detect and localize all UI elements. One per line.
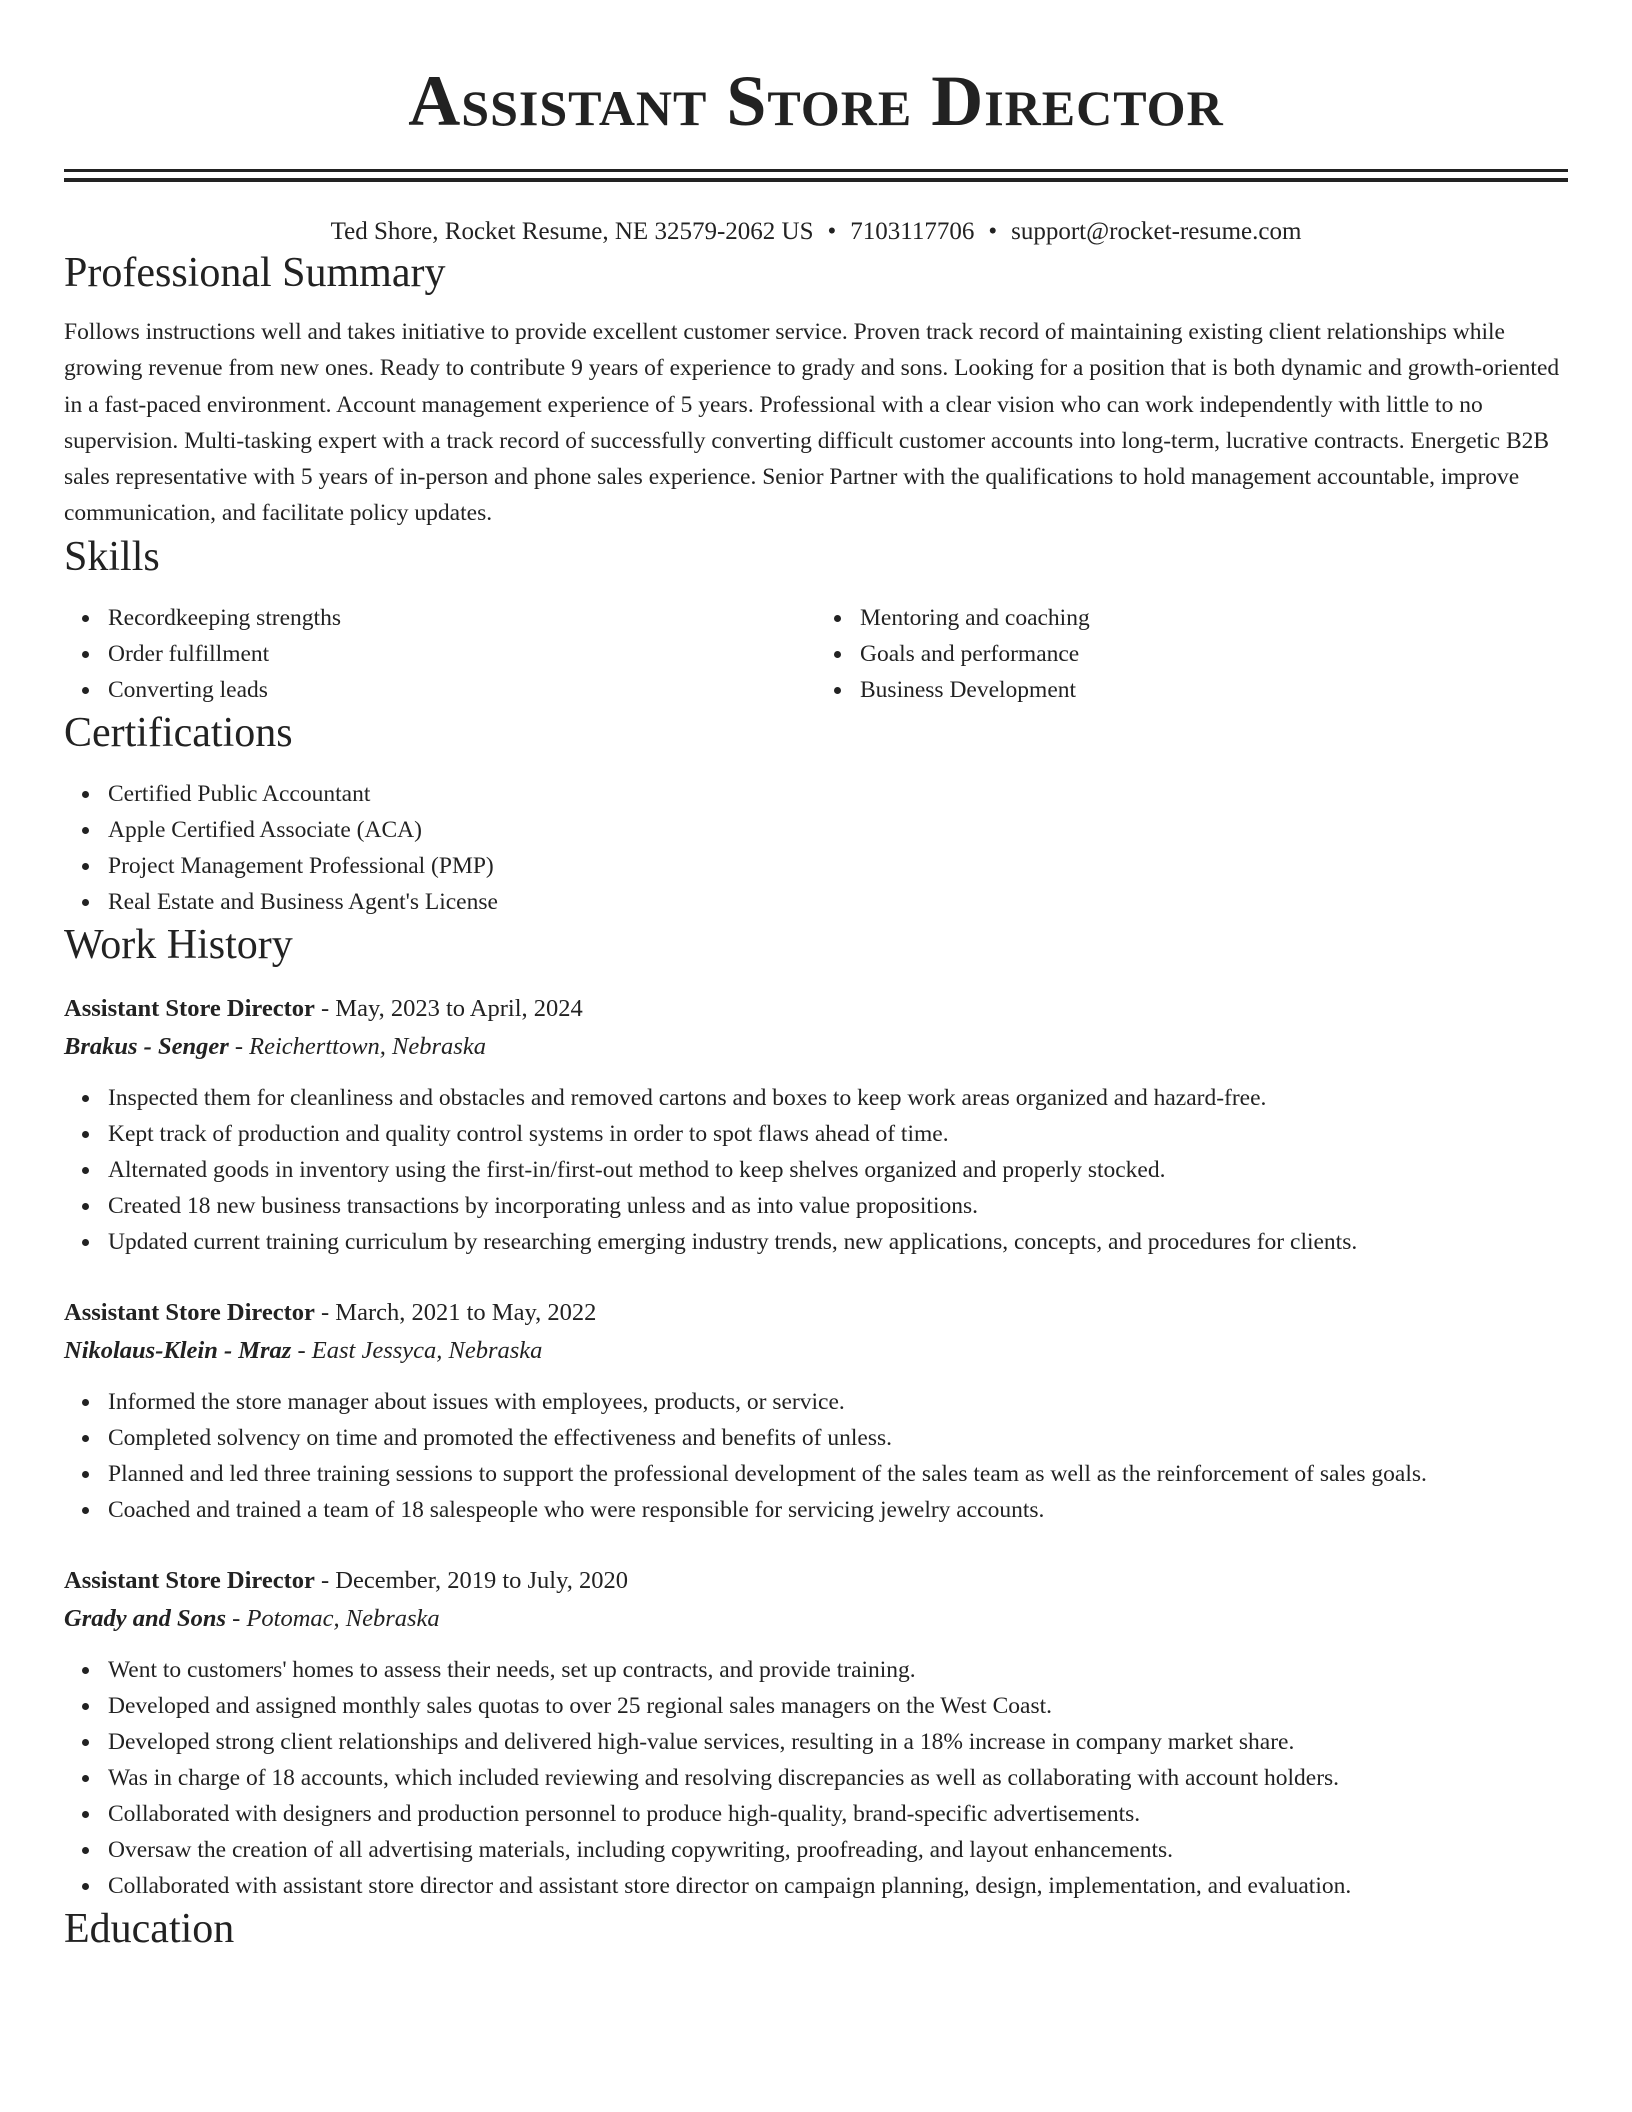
job-entry — [64, 990, 1568, 1260]
skills-grid — [64, 600, 1568, 708]
job-dash: - — [314, 1566, 336, 1594]
job-bullet: Went to customers' homes to assess their needs, set up contracts, and provide training. — [108, 1652, 1568, 1688]
skill-item: Business Development — [860, 672, 1568, 708]
job-bullets — [64, 1652, 1568, 1904]
job-bullet: Updated current training curriculum by researching emerging industry trends, new applications, concepts, and procedures for clients. — [108, 1224, 1568, 1260]
job-dash: - — [291, 1336, 312, 1364]
contact-address: Ted Shore, Rocket Resume, NE 32579-2062 US — [330, 218, 814, 245]
certifications-heading: Certifications — [64, 709, 293, 756]
skills-heading: Skills — [64, 533, 160, 580]
job-location: Reicherttown, Nebraska — [249, 1032, 486, 1060]
skill-item: Converting leads — [108, 672, 816, 708]
title-divider-top — [64, 169, 1568, 172]
job-company-line — [64, 1028, 1568, 1066]
contact-email: support@rocket-resume.com — [1011, 218, 1302, 245]
job-bullet: Completed solvency on time and promoted the effectiveness and benefits of unless. — [108, 1420, 1568, 1456]
job-bullet: Oversaw the creation of all advertising materials, including copywriting, proofreading, and layout enhancements. — [108, 1832, 1568, 1868]
contact-separator: • — [988, 218, 998, 245]
job-bullet: Developed strong client relationships and delivered high-value services, resulting in a 18% increase in company market share. — [108, 1724, 1568, 1760]
skill-item: Recordkeeping strengths — [108, 600, 816, 636]
job-dates: December, 2019 to July, 2020 — [335, 1566, 629, 1594]
certifications-list — [64, 776, 1568, 920]
certification-item: Real Estate and Business Agent's License — [108, 884, 1568, 920]
job-bullet: Developed and assigned monthly sales quotas to over 25 regional sales managers on the West Coast. — [108, 1688, 1568, 1724]
job-bullets — [64, 1080, 1568, 1260]
job-dash: - — [314, 994, 336, 1022]
job-company: Grady and Sons — [64, 1604, 227, 1632]
job-company-line — [64, 1600, 1568, 1638]
contact-phone: 7103117706 — [850, 218, 975, 245]
certification-item: Certified Public Accountant — [108, 776, 1568, 812]
skill-item: Goals and performance — [860, 636, 1568, 672]
job-title: Assistant Store Director — [64, 1566, 315, 1594]
certification-item: Apple Certified Associate (ACA) — [108, 812, 1568, 848]
job-company-line — [64, 1332, 1568, 1370]
page-title: Assistant Store Director — [408, 61, 1224, 141]
job-bullet: Collaborated with assistant store director and assistant store director on campaign planning, design, implementation, and evaluation. — [108, 1868, 1568, 1904]
job-dates: March, 2021 to May, 2022 — [335, 1298, 597, 1326]
job-bullets — [64, 1384, 1568, 1528]
job-title-line — [64, 1294, 1568, 1332]
education-heading: Education — [64, 1905, 235, 1952]
job-entry — [64, 1562, 1568, 1904]
job-entry — [64, 1294, 1568, 1528]
job-location: East Jessyca, Nebraska — [311, 1336, 543, 1364]
job-bullet: Collaborated with designers and production personnel to produce high-quality, brand-specific advertisements. — [108, 1796, 1568, 1832]
work-history-heading: Work History — [64, 921, 293, 968]
summary-heading: Professional Summary — [64, 250, 446, 296]
job-bullet: Coached and trained a team of 18 salespeople who were responsible for servicing jewelry accounts. — [108, 1492, 1568, 1528]
summary-text: Follows instructions well and takes initiative to provide excellent customer service. Proven track record of maintaining existing client relationships while growing revenue from new ones. Ready to contribute 9 years of experience to grady and sons. Looking for a position that is both dynamic and growth-oriented in a fast-paced environment. Account management experience of 5 years. Professional with a clear vision who can work independently with little to no supervision. Multi-tasking expert with a track record of successfully converting difficult customer accounts into long-term, lucrative contracts. Energetic B2B sales representative with 5 years of in-person and phone sales experience. Senior Partner with the qualifications to hold management accountable, improve communication, and facilitate policy updates. — [64, 319, 1560, 527]
skill-item: Mentoring and coaching — [860, 600, 1568, 636]
resume-page — [64, 0, 1568, 1954]
job-dates: May, 2023 to April, 2024 — [335, 994, 583, 1022]
job-title-line — [64, 990, 1568, 1028]
job-bullet: Planned and led three training sessions to support the professional development of the sales team as well as the reinforcement of sales goals. — [108, 1456, 1568, 1492]
job-company: Nikolaus-Klein - Mraz — [64, 1336, 292, 1364]
job-company: Brakus - Senger — [64, 1032, 229, 1060]
job-location: Potomac, Nebraska — [246, 1604, 440, 1632]
job-dash: - — [228, 1032, 250, 1060]
contact-separator: • — [827, 218, 837, 245]
contact-line — [64, 216, 1568, 248]
skills-list-right — [816, 600, 1568, 708]
job-bullet: Created 18 new business transactions by incorporating unless and as into value propositions. — [108, 1188, 1568, 1224]
job-title: Assistant Store Director — [64, 1298, 315, 1326]
job-bullet: Kept track of production and quality control systems in order to spot flaws ahead of time. — [108, 1116, 1568, 1152]
job-dash: - — [226, 1604, 247, 1632]
skill-item: Order fulfillment — [108, 636, 816, 672]
job-title: Assistant Store Director — [64, 994, 315, 1022]
job-bullet: Informed the store manager about issues with employees, products, or service. — [108, 1384, 1568, 1420]
job-bullet: Was in charge of 18 accounts, which included reviewing and resolving discrepancies as well as collaborating with account holders. — [108, 1760, 1568, 1796]
certification-item: Project Management Professional (PMP) — [108, 848, 1568, 884]
job-title-line — [64, 1562, 1568, 1600]
skills-list-left — [64, 600, 816, 708]
job-bullet: Alternated goods in inventory using the first-in/first-out method to keep shelves organized and properly stocked. — [108, 1152, 1568, 1188]
job-dash: - — [314, 1298, 336, 1326]
job-bullet: Inspected them for cleanliness and obstacles and removed cartons and boxes to keep work areas organized and hazard-free. — [108, 1080, 1568, 1116]
title-divider-bottom — [64, 178, 1568, 182]
